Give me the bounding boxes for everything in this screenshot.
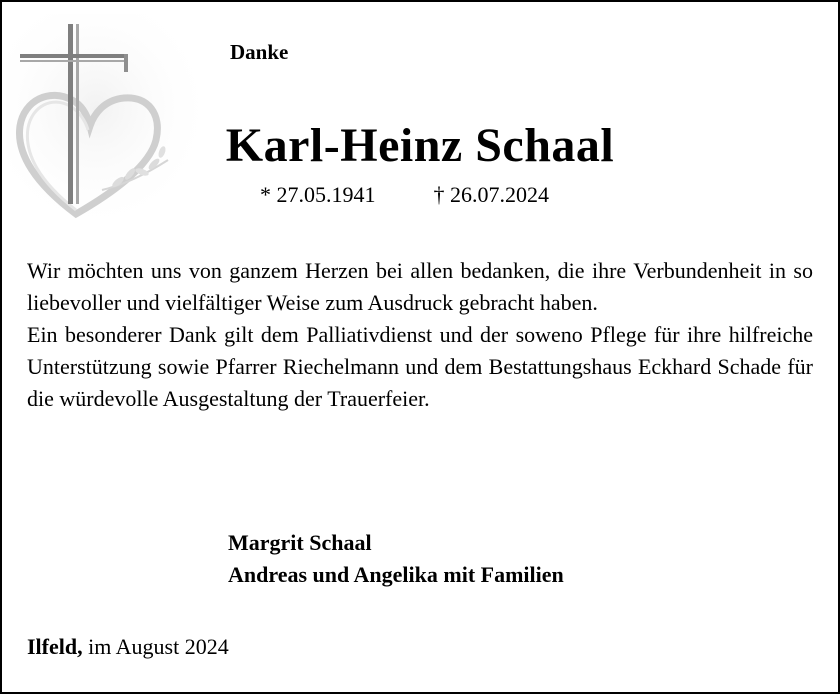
birth-date: * 27.05.1941 <box>260 182 376 207</box>
signature-line: Andreas und Angelika mit Familien <box>228 562 564 587</box>
signatures <box>228 527 564 591</box>
thank-you-text <box>27 255 813 415</box>
deceased-name: Karl-Heinz Schaal <box>225 119 615 172</box>
paragraph: Ein besonderer Dank gilt dem Palliativdienst und der soweno Pflege für ihre hilfreiche Unterstützung sowie Pfarrer Riechelmann und dem Bestattungshaus Eckhard Schade für die würdevolle Ausgestaltung der Trauerfeier. <box>27 322 813 411</box>
place-date-line <box>27 634 229 660</box>
paragraph: Wir möchten uns von ganzem Herzen bei allen bedanken, die ihre Verbundenheit in so liebevoller und vielfältiger Weise zum Ausdruck gebracht haben. <box>27 258 813 315</box>
place: Ilfeld, <box>27 634 83 659</box>
date-text: im August 2024 <box>82 634 229 659</box>
death-date: † 26.07.2024 <box>433 182 549 207</box>
life-dates <box>260 182 549 208</box>
signature-line: Margrit Schaal <box>228 530 372 555</box>
notice-heading: Danke <box>230 40 289 64</box>
